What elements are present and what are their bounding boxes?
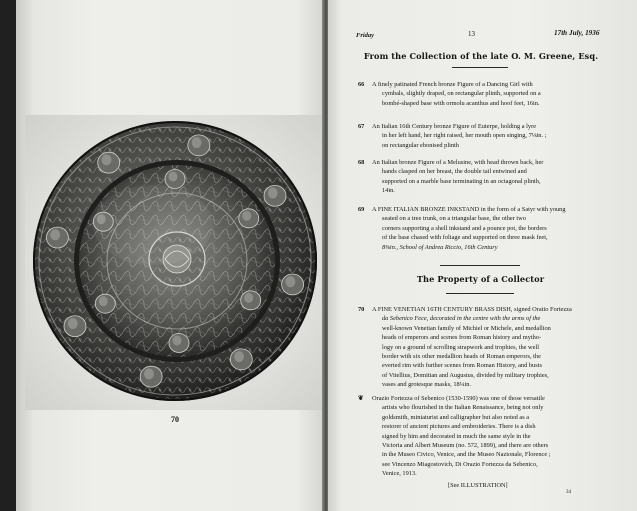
lot-description <box>372 122 628 150</box>
section-divider <box>446 293 514 294</box>
lot-line: in her left hand, her right raised, her mouth open singing, 7⅛in. ; <box>382 132 547 140</box>
note-line: in the Museo Civico, Venice, and the Museo Nazionale, Florence ; <box>382 451 551 459</box>
lot-line: supported on a marble base terminating in an octagonal plinth, <box>382 177 541 185</box>
note-line: goldsmith, miniaturist and calligrapher but also noted as a <box>382 413 530 421</box>
fleuron-icon: ❦ <box>358 395 364 402</box>
lot-number: 68 <box>358 159 365 166</box>
lot-line: vases and grotesque masks, 18¼in. <box>382 381 471 389</box>
lot-67 <box>358 122 630 152</box>
section-divider <box>440 265 520 266</box>
medallion-bust <box>244 293 253 303</box>
note-line: see Vincenzo Miagostovich, Di Orazio Fortezza da Sebenico, <box>382 460 538 468</box>
medallion-bust <box>50 229 60 240</box>
medallion-bust <box>144 368 154 379</box>
lot-line: corners supporting a shell inkstand and a pounce pot, the borders <box>382 224 547 232</box>
lot-line: well-known Venetian family of Michiel or Michele, and medallion <box>382 324 551 332</box>
note-line: signed by him and decorated in much the same style in the <box>382 432 531 440</box>
lot-line: logy on a ground of scrolling strapwork and trophies, the well <box>382 343 539 351</box>
lot-68 <box>358 158 630 198</box>
lot-70-note <box>358 394 630 482</box>
note-line: Victoria and Albert Museum (no. 572, 1899), and there are others <box>382 442 549 450</box>
medallion-bust <box>268 188 278 199</box>
brass-dish-image <box>25 115 326 410</box>
lot-line: heads of emperors and scenes from Roman history and mytho- <box>382 334 542 342</box>
lot-line: 8⅝in., School of Andrea Riccio, 16th Century <box>382 243 498 251</box>
lot-line: of Vitellius, Domitian and Augustus, divided by military trophies, <box>382 371 549 379</box>
note-line: Venice, 1913. <box>382 470 417 478</box>
lot-description <box>372 80 628 108</box>
page-header <box>328 0 637 40</box>
right-page <box>328 0 637 511</box>
lot-description <box>372 305 628 390</box>
signature-mark: 34 <box>566 490 571 495</box>
note-text <box>372 394 628 479</box>
medallion-bust <box>99 296 108 306</box>
lot-description <box>372 158 628 196</box>
lot-number: 67 <box>358 123 365 130</box>
plate-number: 70 <box>171 415 179 424</box>
section-title-greene-collection: From the Collection of the late O. M. Greene, Esq. <box>363 51 599 61</box>
lot-line: on rectangular ebonised plinth <box>382 141 459 149</box>
medallion-bust <box>285 276 295 287</box>
lot-line: seated on a tree trunk, on a triangular base, the other two <box>382 215 526 223</box>
lot-line: bombé-shaped base with ormolu acanthus and hoof feet, 16in. <box>382 99 540 107</box>
lot-description <box>372 205 628 252</box>
lot-66 <box>358 80 630 110</box>
lot-line: A FINE ITALIAN BRONZE INKSTAND in the form of a Satyr with young <box>372 206 566 213</box>
medallion-bust <box>242 211 251 221</box>
note-line: restorer of ancient pictures and embroideries. There is a dish <box>382 423 536 431</box>
lot-line: border with six other medallion heads of Roman emperors, the <box>382 353 541 361</box>
lot-number: 70 <box>358 306 365 313</box>
medallion-bust <box>172 335 181 345</box>
header-date: 17th July, 1936 <box>554 29 600 37</box>
note-line: artists who flourished in the Italian Renaissance, being not only <box>382 404 544 412</box>
lot-line: da Sebenico Fece, decorated in the centre with the arms of the <box>382 315 541 323</box>
section-title-property-of-collector: The Property of a Collector <box>416 274 545 284</box>
note-line: Orazio Fortezza of Sebenico (1530-1590) was one of those versatile <box>372 395 545 402</box>
header-day: Friday <box>356 32 375 39</box>
lot-line: A finely patinated French bronze Figure of a Dancing Girl with <box>372 81 533 88</box>
section-divider <box>452 67 508 68</box>
lot-number: 66 <box>358 81 365 88</box>
brass-dish-photograph <box>25 115 326 410</box>
medallion-bust <box>68 318 78 329</box>
lot-line: 14in. <box>382 187 395 195</box>
medallion-bust <box>169 172 178 182</box>
lot-number: 69 <box>358 206 365 213</box>
lot-line: An Italian 16th Century bronze Figure of Euterpe, holding a lyre <box>372 123 537 130</box>
lot-line: of the base chased with foliage and supported on three mask feet, <box>382 234 548 242</box>
left-page <box>16 0 326 511</box>
medallion-bust <box>192 137 202 148</box>
header-page-number: 13 <box>468 30 475 38</box>
lot-69 <box>358 205 630 253</box>
lot-line: cymbals, slightly draped, on rectangular plinth, supported on a <box>382 90 541 98</box>
lot-line: A FINE VENETIAN 16TH CENTURY BRASS DISH, signed Oratio Fortezza <box>372 306 572 313</box>
lot-line: hands clasped on her breast, the double tail entwined and <box>382 168 527 176</box>
medallion-bust <box>102 154 112 165</box>
lot-70 <box>358 305 630 391</box>
medallion-bust <box>234 351 244 362</box>
lot-line: everted rim with further scenes from Roman History, and busts <box>382 362 542 370</box>
illustration-reference: [See ILLUSTRATION] <box>448 482 508 489</box>
lot-line: An Italian bronze Figure of a Melusine, with head thrown back, her <box>372 159 544 166</box>
